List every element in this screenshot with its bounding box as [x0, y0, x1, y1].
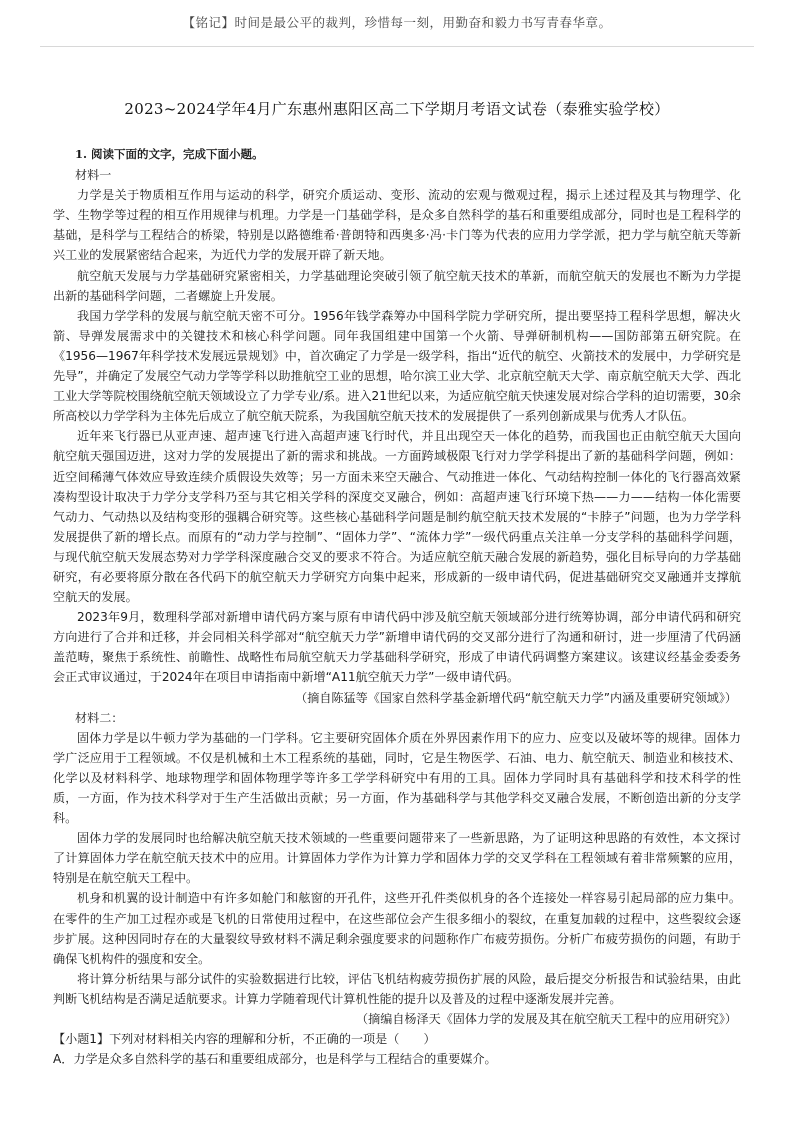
material2-paragraph: 将计算分析结果与部分试件的实验数据进行比较，评估飞机结构疲劳损伤扩展的风险，最后提交分析报告和试验结果，由此判断飞机结构是否满足适航要求。计算力学随着现代计算机性能的提升以及普及的过程中逐渐发展并完善。	[53, 971, 741, 1006]
header-motto: 【铭记】时间是最公平的裁判，珍惜每一刻，用勤奋和毅力书写青春华章。	[182, 15, 612, 30]
material2-paragraph: 固体力学的发展同时也给解决航空航天技术领域的一些重要问题带来了一些新思路，为了证明这种思路的有效性，本文探讨了计算固体力学在航空航天技术中的应用。计算固体力学作为计算力学和固体力学的交叉学科在工程领域有着非常频繁的应用，特别是在航空航天工程中。	[53, 831, 741, 886]
question-intro: 1. 阅读下面的文字，完成下面小题。	[75, 147, 264, 161]
material1-title: 材料一	[75, 168, 112, 183]
exam-title: 2023~2024学年4月广东惠州惠阳区高二下学期月考语文试卷（泰雅实验学校）	[124, 100, 670, 118]
material2-source: （摘编自杨泽天《固体力学的发展及其在航空航天工程中的应用研究》）	[356, 1012, 737, 1027]
material2-paragraph: 固体力学是以牛顿力学为基础的一门学科。它主要研究固体介质在外界因素作用下的应力、应变以及破坏等的规律。固体力学广泛应用于工程领域。不仅是机械和土木工程系统的基础，同时，它是生物医学、石油、电力、航空航天、制造业和核技术、化学以及材料科学、地球物理学和固体物理学等许多工学学科研究中有用的工具。固体力学同时具有基础科学和技术科学的性质，一方面，作为技术科学对于生产生活做出贡献；另一方面，作为基础科学与其他学科交叉融合发展，不断创造出新的分支学科。	[53, 730, 741, 826]
material2-paragraph: 机身和机翼的设计制造中有许多如舱门和舷窗的开孔件，这些开孔件类似机身的各个连接处一样容易引起局部的应力集中。在零件的生产加工过程亦或是飞机的日常使用过程中，在这些部位会产生很多细小的裂纹，在重复加载的过程中，这些裂纹会逐步扩展。这种因同时存在的大量裂纹导致材料不满足剩余强度要求的问题称作广布疲劳损伤。分析广布疲劳损伤的问题，有助于确保飞机构件的强度和安全。	[53, 891, 741, 966]
subquestion-1: 【小题1】下列对材料相关内容的理解和分析，不正确的一项是（ ）	[53, 1032, 436, 1047]
option-a: A．力学是众多自然科学的基石和重要组成部分，也是科学与工程结合的重要媒介。	[53, 1052, 497, 1067]
material1-paragraph: 我国力学学科的发展与航空航天密不可分。1956年钱学森筹办中国科学院力学研究所，提出要坚持工程科学思想，解决火箭、导弹发展需求中的关键技术和核心科学问题。同年我国组建中国第一个火箭、导弹研制机构——国防部第五研究院。在《1956—1967年科学技术发展远景规划》中，首次确定了力学是一级学科，指出“近代的航空、火箭技术的发展中，力学研究是先导”，并确定了发展空气动力学等学科以助推航空工业的思想，哈尔滨工业大学、北京航空航天大学、南京航空航天大学、西北工业大学等院校围绕航空航天领域设立了力学专业/系。进入21世纪以来，为适应航空航天快速发展对综合学科的迫切需要，30余所高校以力学学科为主体先后成立了航空航天院系，为我国航空航天技术的发展提供了一系列创新成果与优秀人才队伍。	[53, 308, 741, 424]
material1-source: （摘自陈猛等《国家自然科学基金新增代码“航空航天力学”内涵及重要研究领域》）	[295, 690, 737, 705]
material2-title: 材料二：	[75, 710, 124, 725]
material1-paragraph: 力学是关于物质相互作用与运动的科学，研究介质运动、变形、流动的宏观与微观过程，揭示上述过程及其与物理学、化学、生物学等过程的相互作用规律与机理。力学是一门基础学科，是众多自然科学的基石和重要组成部分，同时也是工程科学的基础，是科学与工程结合的桥梁，特别是以路德维希·普朗特和西奥多·冯·卡门等为代表的应用力学学派，把力学与航空航天等新兴工业的发展紧密结合起来，为近代力学的发展开辟了新天地。	[53, 188, 741, 263]
material1-paragraph: 航空航天发展与力学基础研究紧密相关，力学基础理论突破引领了航空航天技术的革新，而航空航天的发展也不断为力学提出新的基础科学问题，二者螺旋上升发展。	[53, 268, 741, 303]
header-divider	[40, 46, 754, 47]
material1-paragraph: 2023年9月，数理科学部对新增申请代码方案与原有申请代码中涉及航空航天领域部分进行统筹协调，部分申请代码和研究方向进行了合并和迁移，并会同相关科学部对“航空航天力学”新增申请代码的交叉部分进行了沟通和研讨，进一步厘清了代码涵盖范畴，聚焦于系统性、前瞻性、战略性布局航空航天力学基础科学研究，形成了申请代码调整方案建议。该建议经基金委委务会正式审议通过，于2024年在项目申请指南中新增“A11航空航天力学”一级申请代码。	[53, 610, 741, 685]
material1-paragraph: 近年来飞行器已从亚声速、超声速飞行进入高超声速飞行时代，并且出现空天一体化的趋势，而我国也正由航空航天大国向航空航天强国迈进，这对力学的发展提出了新的需求和挑战。一方面跨域极限飞行对力学学科提出了新的基础科学问题，例如：近空间稀薄气体效应导致连续介质假设失效等；另一方面未来空天融合、气动推进一体化、气动结构控制一体化的飞行器高效紧凑构型设计取决于力学分支学科乃至与其它相关学科的深度交叉融合，例如：高超声速飞行环境下热——力——结构一体化需要气动力、气动热以及结构变形的强耦合研究等。这些核心基础科学问题是制约航空航天技术发展的“卡脖子”问题，也为力学学科发展提供了新的增长点。而原有的“动力学与控制”、“固体力学”、“流体力学”一级代码重点关注单一分支学科的基础科学问题，与现代航空航天发展态势对力学学科深度融合交叉的要求不符合。为适应航空航天融合发展的新趋势，强化目标导向的力学基础研究，有必要将原分散在各代码下的航空航天力学研究方向集中起来，形成新的一级申请代码，促进基础研究交叉融通并支撑航空航天的发展。	[53, 429, 741, 605]
exam-content	[53, 144, 741, 1069]
page-header	[0, 0, 794, 56]
